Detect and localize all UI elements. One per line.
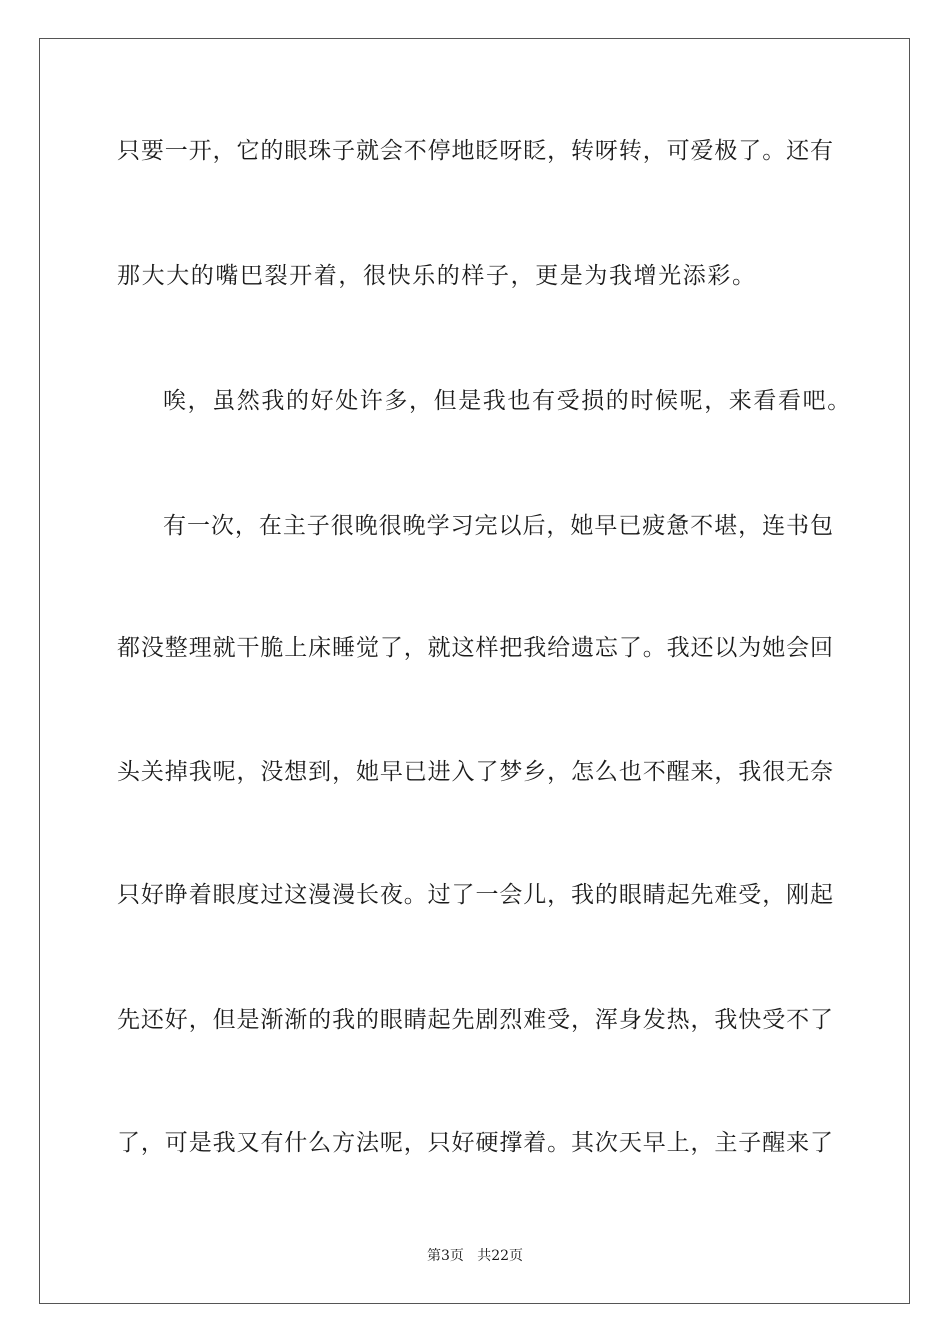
text-line-2: 那大大的嘴巴裂开着，很快乐的样子，更是为我增光添彩。 [117, 263, 757, 289]
text-line-9: 了，可是我又有什么方法呢，只好硬撑着。其次天早上，主子醒来了 [117, 1130, 833, 1156]
text-line-7: 只好睁着眼度过这漫漫长夜。过了一会儿，我的眼睛起先难受，刚起 [117, 882, 833, 908]
text-line-1: 只要一开，它的眼珠子就会不停地眨呀眨，转呀转，可爱极了。还有 [117, 138, 833, 164]
page-border [39, 38, 910, 1304]
text-line-8: 先还好，但是渐渐的我的眼睛起先剧烈难受，浑身发热，我快受不了 [117, 1007, 833, 1033]
text-line-6: 头关掉我呢，没想到，她早已进入了梦乡，怎么也不醒来，我很无奈 [117, 759, 833, 785]
text-line-4: 有一次，在主子很晚很晚学习完以后，她早已疲惫不堪，连书包 [163, 513, 833, 539]
text-line-5: 都没整理就干脆上床睡觉了，就这样把我给遗忘了。我还以为她会回 [117, 635, 833, 661]
page-number-footer: 第3页 共22页 [426, 1248, 524, 1264]
text-line-3: 唉，虽然我的好处许多，但是我也有受损的时候呢，来看看吧。 [163, 388, 852, 414]
